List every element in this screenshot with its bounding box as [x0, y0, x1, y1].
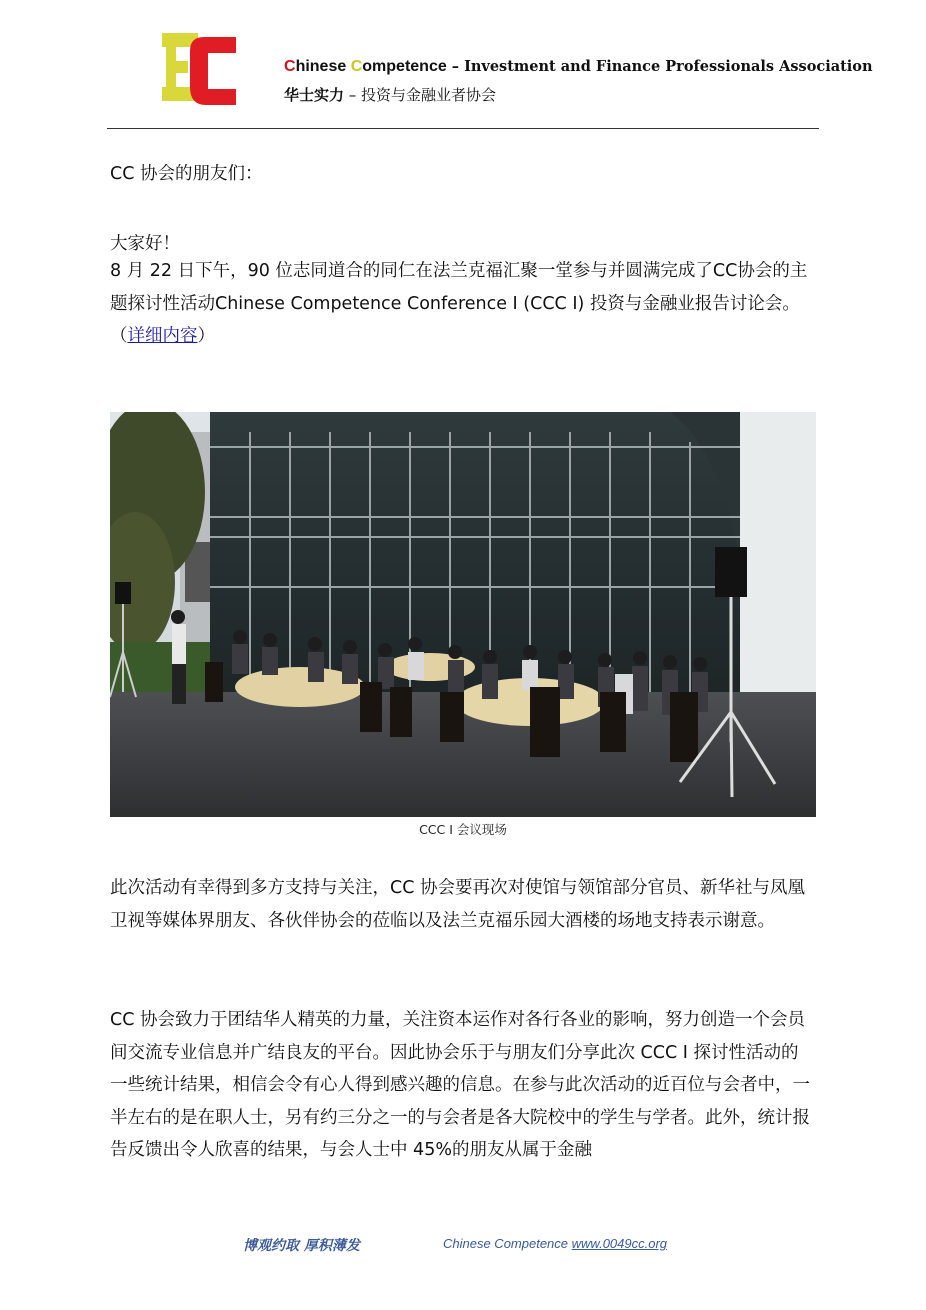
org-english-name: Chinese Competence – Investment and Finance Professionals Association	[284, 58, 873, 75]
salutation: CC 协会的朋友们：	[110, 164, 263, 184]
footer-website-link[interactable]: www.0049cc.org	[571, 1236, 668, 1251]
org-chinese-name: 华士实力 – 投资与金融业者协会	[284, 86, 497, 104]
association-logo	[158, 27, 238, 109]
paragraph-thanks: 此次活动有幸得到多方支持与关注，CC 协会要再次对使馆与领馆部分官员、新华社与凤凰卫视等媒体界朋友、各伙伴协会的莅临以及法兰克福乐园大酒楼的场地支持表示谢意。	[110, 878, 805, 931]
footer-slogan: 博观约取 厚积薄发	[243, 1238, 360, 1254]
footer-site: Chinese Competence www.0049cc.org	[443, 1236, 668, 1251]
header-divider	[107, 128, 819, 129]
details-link[interactable]: 详细内容	[127, 326, 198, 346]
conference-photo	[110, 412, 816, 817]
paragraph-statistics: CC 协会致力于团结华人精英的力量，关注资本运作对各行各业的影响，努力创造一个会员间交流专业信息并广结良友的平台。因此协会乐于与朋友们分享此次 CCC I 探讨性活动的一些统计结果，相信会令有心人得到感兴趣的信息。在参与此次活动的近百位与会者中，一半左右的是在职人士，另有约三分之一的与会者是各大院校中的学生与学者。此外，统计报告反馈出令人欣喜的结果，与会人士中 45%的朋友从属于金融	[110, 1010, 810, 1160]
photo-caption: CCC I 会议现场	[419, 822, 507, 837]
paragraph-event-summary: 8 月 22 日下午，90 位志同道合的同仁在法兰克福汇聚一堂参与并圆满完成了CC协会的主题探讨性活动Chinese Competence Conference I (CCC I) 投资与金融业报告讨论会。（详细内容）	[110, 261, 808, 346]
greeting-hello: 大家好！	[110, 234, 180, 254]
